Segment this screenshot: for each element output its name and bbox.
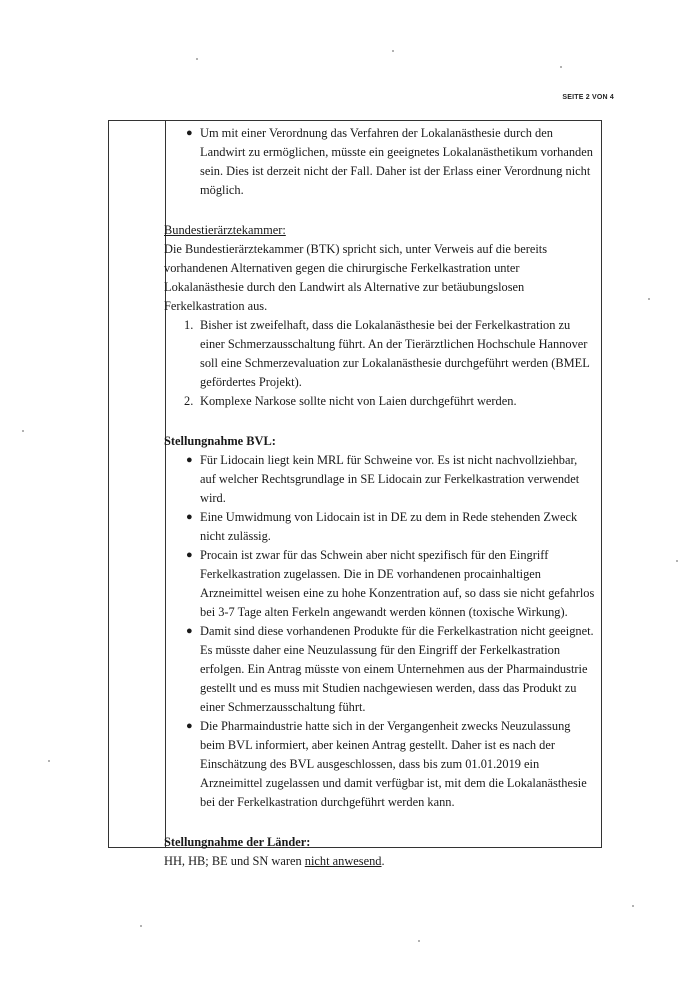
item-number: 1.	[184, 318, 194, 332]
laender-text-pre: HH, HB; BE und SN waren	[164, 854, 305, 868]
bullet-icon: ●	[186, 454, 193, 466]
list-item	[164, 451, 596, 508]
item-text: Für Lidocain liegt kein MRL für Schweine vor. Es ist nicht nachvollziehbar, auf welcher Rechtsgrundlage in SE Lidocain zur Ferkelkastration verwendet wird.	[200, 453, 580, 505]
list-item	[164, 546, 596, 622]
main-content	[164, 124, 596, 871]
bullet-icon: ●	[186, 511, 193, 523]
btk-text: Die Bundestierärztekammer (BTK) spricht sich, unter Verweis auf die bereits vorhandenen Alternativen gegen die chirurgische Ferkelkastration unter Lokalanästhesie durch den Landwirt als Alternative zur betäubungslosen Ferkelkastration aus.	[164, 242, 548, 313]
bvl-list	[164, 451, 596, 812]
btk-section	[164, 221, 596, 411]
scan-speck	[392, 50, 394, 52]
scan-speck	[22, 430, 24, 432]
bvl-heading: Stellungnahme BVL:	[164, 434, 276, 448]
list-item	[164, 508, 596, 546]
list-item	[164, 622, 596, 717]
btk-list	[164, 316, 596, 411]
laender-section	[164, 833, 596, 871]
scan-speck	[632, 905, 634, 907]
item-text: Komplexe Narkose sollte nicht von Laien durchgeführt werden.	[200, 394, 517, 408]
list-item	[164, 316, 596, 392]
scan-speck	[140, 925, 142, 927]
item-text: Procain ist zwar für das Schwein aber nicht spezifisch für den Eingriff Ferkelkastration zugelassen. Die in DE vorhandenen procainhaltigen Arzneimittel weisen eine zu hohe Konzentration auf, so dass sie nicht gefahrlos bei 3-7 Tage alten Ferkeln angewandt werden können (toxische Wirkung).	[200, 548, 595, 619]
item-text: Die Pharmaindustrie hatte sich in der Vergangenheit zwecks Neuzulassung beim BVL informiert, aber keinen Antrag gestellt. Daher ist es nach der Einschätzung des BVL ausgeschlossen, dass bis zum 01.01.2019 ein Arzneimittel zugelassen und damit verfügbar ist, mit dem die Lokalanästhesie bei der Ferkelkastration durchgeführt werden kann.	[200, 719, 587, 809]
list-item	[164, 124, 596, 200]
btk-heading: Bundestierärztekammer:	[164, 223, 286, 237]
scan-speck	[418, 940, 420, 942]
bullet-icon: ●	[186, 127, 193, 139]
item-text: Damit sind diese vorhandenen Produkte für die Ferkelkastration nicht geeignet. Es müsste daher eine Neuzulassung für den Eingriff der Ferkelkastration erfolgen. Ein Antrag müsste von einem Unternehmen aus der Pharmaindustrie gestellt und es muss mit Studien nachgewiesen werden, dass das Produkt zu einer Schmerzausschaltung führt.	[200, 624, 594, 714]
item-text: Bisher ist zweifelhaft, dass die Lokalanästhesie bei der Ferkelkastration zu einer Schmerzausschaltung führt. An der Tierärztlichen Hochschule Hannover soll eine Schmerzevaluation zur Lokalanästhesie durchgeführt werden (BMEL gefördertes Projekt).	[200, 318, 590, 389]
intro-bullet-text: Um mit einer Verordnung das Verfahren der Lokalanästhesie durch den Landwirt zu ermöglichen, müsste ein geeignetes Lokalanästhetikum vorhanden sein. Dies ist derzeit nicht der Fall. Daher ist der Erlass einer Verordnung nicht möglich.	[200, 126, 593, 197]
scan-speck	[48, 760, 50, 762]
bvl-section	[164, 432, 596, 812]
item-number: 2.	[184, 394, 194, 408]
bullet-icon: ●	[186, 720, 193, 732]
item-text: Eine Umwidmung von Lidocain ist in DE zu dem in Rede stehenden Zweck nicht zulässig.	[200, 510, 578, 543]
laender-text-underlined: nicht anwesend	[304, 854, 382, 868]
page-number-label: SEITE 2 VON 4	[562, 94, 614, 101]
intro-list	[164, 124, 596, 200]
laender-text-post: .	[381, 854, 385, 868]
list-item	[164, 392, 596, 411]
list-item	[164, 717, 596, 812]
scan-speck	[676, 560, 678, 562]
laender-heading: Stellungnahme der Länder:	[164, 835, 311, 849]
scan-speck	[648, 298, 650, 300]
scan-speck	[196, 58, 198, 60]
scan-speck	[560, 66, 562, 68]
laender-text	[164, 852, 596, 871]
bullet-icon: ●	[186, 549, 193, 561]
bullet-icon: ●	[186, 625, 193, 637]
